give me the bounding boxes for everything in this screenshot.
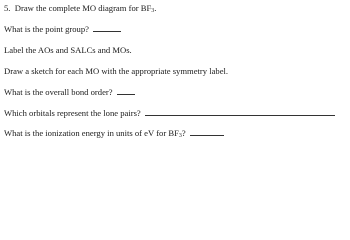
ionization-question-mark: ? [181,128,186,138]
point-group-text: What is the point group? [4,24,89,34]
question-number: 5. [4,3,11,13]
label-aos-text: Label the AOs and SALCs and MOs. [4,45,132,55]
point-group-answer-blank[interactable] [93,24,121,32]
point-group-question [4,24,121,34]
lone-pairs-text: Which orbitals represent the lone pairs? [4,108,141,118]
question-title-text: Draw the complete MO diagram for BF [14,3,152,13]
ionization-text: What is the ionization energy in units of eV for BF [4,128,179,138]
bond-order-answer-blank[interactable] [117,87,135,95]
ionization-question [4,128,224,141]
ionization-answer-blank[interactable] [190,128,224,136]
lone-pairs-question [4,108,335,118]
label-aos-instruction [4,45,132,55]
question-title-subscript: 3 [151,8,155,14]
question-title-period: . [154,3,157,13]
draw-sketch-text: Draw a sketch for each MO with the appropriate symmetry label. [4,66,229,76]
bond-order-text: What is the overall bond order? [4,87,113,97]
question-title [4,3,156,16]
lone-pairs-answer-blank[interactable] [145,108,335,116]
draw-sketch-instruction [4,66,228,76]
ionization-subscript: 3 [178,133,182,139]
bond-order-question [4,87,135,97]
